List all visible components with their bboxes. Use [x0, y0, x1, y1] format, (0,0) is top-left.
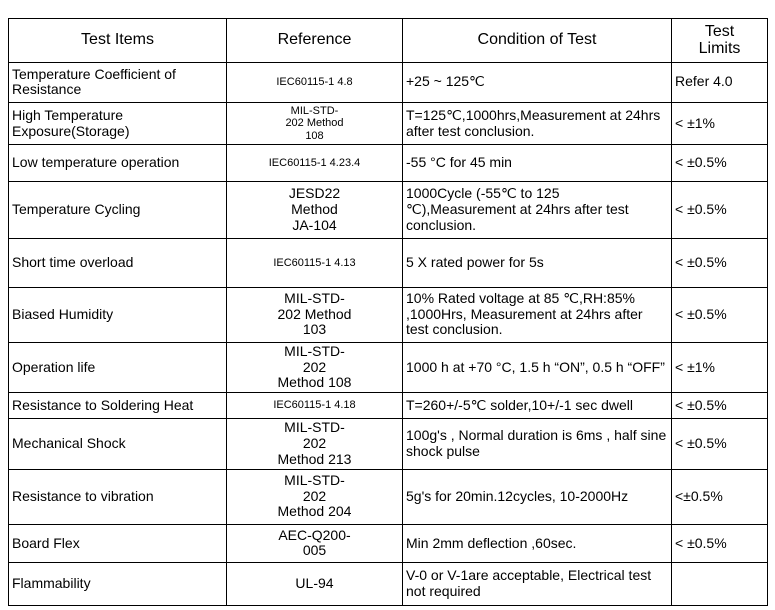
reference-line: AEC-Q200-: [278, 526, 351, 543]
condition-cell: 100g's , Normal duration is 6ms , half sine shock pulse: [403, 418, 672, 469]
reference-line: Method: [291, 201, 338, 218]
test-item-cell: Low temperature operation: [9, 145, 227, 182]
test-limit-cell: Refer 4.0: [672, 63, 768, 103]
table-body: [9, 63, 768, 606]
test-item-cell: Temperature Coefficient of Resistance: [9, 63, 227, 103]
test-specification-table: [8, 18, 768, 606]
reference-cell: [227, 102, 403, 145]
reference-line: MIL-STD-: [290, 105, 339, 118]
table-row: [9, 238, 768, 287]
test-limit-cell: < ±0.5%: [672, 238, 768, 287]
table-row: [9, 181, 768, 238]
table-row: [9, 145, 768, 182]
reference-line: IEC60115-1 4.8: [276, 76, 353, 89]
reference-cell: [227, 342, 403, 393]
test-item-cell: Biased Humidity: [9, 287, 227, 342]
reference-cell: [227, 469, 403, 524]
condition-cell: 5g's for 20min.12cycles, 10-2000Hz: [403, 469, 672, 524]
condition-cell: -55 °C for 45 min: [403, 145, 672, 182]
table-row: [9, 342, 768, 393]
header-row: [9, 19, 768, 63]
reference-cell: [227, 287, 403, 342]
reference-line: 108: [305, 129, 324, 142]
reference-line: 202: [302, 358, 327, 375]
reference-line: Method 108: [277, 374, 352, 391]
condition-cell: V-0 or V-1are acceptable, Electrical test not required: [403, 563, 672, 606]
table-row: [9, 287, 768, 342]
test-item-cell: Resistance to Soldering Heat: [9, 393, 227, 418]
reference-cell: [227, 563, 403, 606]
table-row: [9, 393, 768, 418]
test-limit-cell: < ±1%: [672, 342, 768, 393]
test-limit-cell: < ±1%: [672, 102, 768, 145]
table-row: [9, 63, 768, 103]
reference-line: MIL-STD-: [284, 472, 345, 489]
reference-line: MIL-STD-: [284, 290, 345, 307]
reference-line: MIL-STD-: [284, 419, 345, 436]
table-row: [9, 563, 768, 606]
condition-cell: +25 ~ 125℃: [403, 63, 672, 103]
reference-cell: [227, 393, 403, 418]
condition-cell: T=125℃,1000hrs,Measurement at 24hrs after test conclusion.: [403, 102, 672, 145]
test-item-cell: High Temperature Exposure(Storage): [9, 102, 227, 145]
condition-cell: Min 2mm deflection ,60sec.: [403, 524, 672, 563]
reference-line: MIL-STD-: [284, 343, 345, 359]
reference-line: IEC60115-1 4.13: [273, 256, 356, 269]
header-reference: Reference: [227, 19, 403, 63]
reference-line: IEC60115-1 4.23.4: [268, 157, 361, 169]
test-item-cell: Flammability: [9, 563, 227, 606]
header-condition: Condition of Test: [403, 19, 672, 63]
test-item-cell: Resistance to vibration: [9, 469, 227, 524]
header-test-items: Test Items: [9, 19, 227, 63]
test-limit-cell: < ±0.5%: [672, 524, 768, 563]
condition-cell: 5 X rated power for 5s: [403, 238, 672, 287]
reference-line: JA-104: [292, 216, 337, 233]
test-item-cell: Temperature Cycling: [9, 181, 227, 238]
test-item-cell: Operation life: [9, 342, 227, 393]
test-item-cell: Short time overload: [9, 238, 227, 287]
reference-line: 202 Method: [285, 117, 344, 130]
test-limit-cell: < ±0.5%: [672, 393, 768, 418]
table-row: [9, 418, 768, 469]
test-item-cell: Board Flex: [9, 524, 227, 563]
table-row: [9, 524, 768, 563]
reference-line: JESD22: [288, 185, 341, 202]
header-test-limits: Test Limits: [672, 19, 768, 63]
condition-cell: 1000Cycle (-55℃ to 125 ℃),Measurement at 24hrs after test conclusion.: [403, 181, 672, 238]
test-item-cell: Mechanical Shock: [9, 418, 227, 469]
reference-line: Method 213: [277, 450, 352, 467]
condition-cell: 1000 h at +70 °C, 1.5 h “ON”, 0.5 h “OFF”: [403, 342, 672, 393]
reference-cell: [227, 63, 403, 103]
reference-line: 103: [302, 321, 327, 338]
test-limit-cell: [672, 563, 768, 606]
reference-cell: [227, 418, 403, 469]
test-limit-cell: < ±0.5%: [672, 287, 768, 342]
reference-line: IEC60115-1 4.18: [273, 399, 356, 412]
reference-cell: [227, 181, 403, 238]
test-limit-cell: <±0.5%: [672, 469, 768, 524]
reference-cell: [227, 145, 403, 182]
table-row: [9, 469, 768, 524]
reference-line: 202 Method: [277, 305, 352, 322]
test-limit-cell: < ±0.5%: [672, 181, 768, 238]
reference-line: UL-94: [295, 575, 334, 592]
table-row: [9, 102, 768, 145]
reference-line: 005: [302, 542, 327, 559]
condition-cell: T=260+/-5℃ solder,10+/-1 sec dwell: [403, 393, 672, 418]
test-limit-cell: < ±0.5%: [672, 145, 768, 182]
reference-line: Method 204: [277, 503, 352, 520]
reference-cell: [227, 524, 403, 563]
test-limit-cell: < ±0.5%: [672, 418, 768, 469]
condition-cell: 10% Rated voltage at 85 ℃,RH:85% ,1000Hrs, Measurement at 24hrs after test conclusion.: [403, 287, 672, 342]
reference-line: 202: [302, 487, 327, 504]
reference-cell: [227, 238, 403, 287]
reference-line: 202: [302, 434, 327, 451]
